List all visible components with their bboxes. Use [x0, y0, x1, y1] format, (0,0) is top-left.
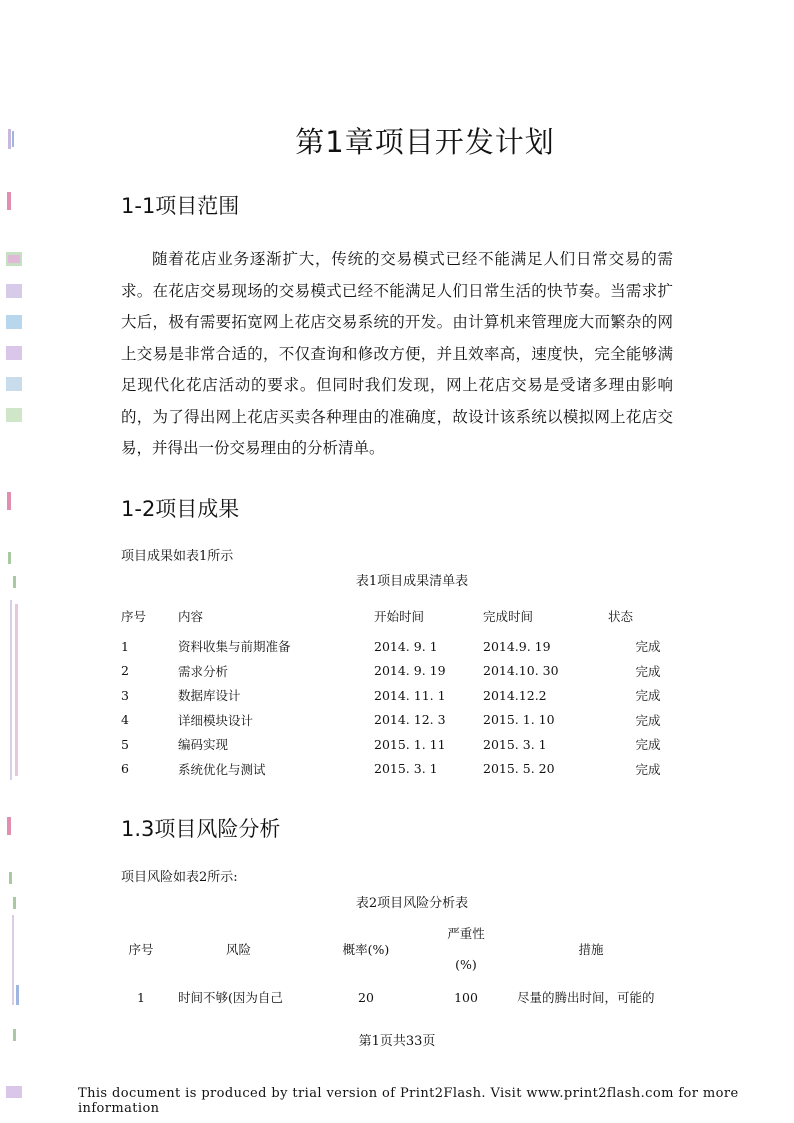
cell: 100 — [454, 989, 478, 1005]
margin-mark — [4, 868, 18, 892]
cell: 6 — [121, 761, 129, 777]
table-row — [116, 708, 688, 733]
cell: 2015. 1. 10 — [483, 712, 555, 728]
table-row — [116, 757, 688, 782]
cell: 2014.9. 19 — [483, 638, 551, 654]
header-cell — [421, 918, 511, 980]
margin-mark — [4, 344, 18, 368]
risk-table — [116, 918, 671, 1014]
cell: 需求分析 — [178, 663, 229, 679]
header-cell: 完成时间 — [483, 609, 534, 624]
table-row — [116, 659, 688, 684]
header-cell: 序号 — [128, 942, 154, 957]
margin-mark — [4, 915, 18, 1010]
cell: 系统优化与测试 — [178, 761, 266, 777]
margin-mark — [4, 815, 18, 839]
cell: 2015. 1. 11 — [374, 736, 446, 752]
table1-intro: 项目成果如表1所示 — [121, 549, 234, 564]
cell: 2 — [121, 663, 129, 679]
section-title-scope: 1-1项目范围 — [121, 194, 240, 218]
cell: 完成 — [635, 688, 661, 704]
cell: 1 — [137, 989, 145, 1005]
margin-mark — [4, 572, 18, 596]
severity-line1: 严重性 — [447, 926, 485, 941]
table-row — [116, 683, 688, 708]
header-cell: 序号 — [121, 609, 147, 624]
paragraph-text: 随着花店业务逐渐扩大，传统的交易模式已经不能满足人们日常交易的需求。在花店交易现场的交易模式已经不能满足人们日常生活的快节奏。当需求扩大后，极有需要拓宽网上花店交易系统的开发。由计算机来管理庞大而繁杂的网上交易是非常合适的，不仅查询和修改方便，并且效率高，速度快，完全能够满足现代化花店活动的要求。但同时我们发现，网上花店交易是受诸多理由影响的，为了得出网上花店买卖各种理由的准确度，故设计该系统以模拟网上花店交易，并得出一份交易理由的分析清单。 — [121, 250, 673, 457]
header-cell: 措施 — [578, 942, 604, 957]
header-cell: 内容 — [178, 609, 204, 624]
header-cell: 风险 — [225, 942, 251, 957]
margin-mark — [4, 548, 18, 572]
margin-mark — [4, 190, 18, 214]
cell: 数据库设计 — [178, 688, 241, 704]
header-cell: 开始时间 — [374, 609, 425, 624]
cell: 完成 — [635, 663, 661, 679]
margin-mark — [4, 1082, 18, 1106]
margin-mark — [4, 490, 18, 514]
cell: 完成 — [635, 712, 661, 728]
cell: 2014. 9. 19 — [374, 663, 446, 679]
table2-caption: 表2项目风险分析表 — [355, 896, 469, 911]
margin-mark — [4, 600, 18, 780]
cell: 2015. 3. 1 — [374, 761, 438, 777]
results-table — [116, 598, 688, 781]
cell: 详细模块设计 — [178, 712, 254, 728]
cell: 1 — [121, 638, 129, 654]
scope-paragraph — [121, 244, 673, 465]
margin-mark — [4, 313, 18, 337]
cell: 2014. 12. 3 — [374, 712, 446, 728]
margin-mark — [4, 375, 18, 399]
section-title-risk: 1.3项目风险分析 — [121, 817, 281, 841]
cell: 5 — [121, 736, 129, 752]
margin-mark — [4, 406, 18, 430]
cell: 编码实现 — [178, 737, 229, 753]
header-cell: 概率(%) — [342, 942, 390, 957]
table-row — [116, 634, 688, 659]
cell: 完成 — [635, 639, 661, 655]
cell: 20 — [358, 989, 374, 1005]
cell: 尽量的腾出时间，可能的 — [517, 990, 655, 1005]
table-row — [116, 980, 671, 1014]
cell: 3 — [121, 687, 129, 703]
table-header-row — [116, 598, 688, 634]
cell: 资料收集与前期准备 — [178, 639, 291, 655]
margin-mark — [4, 250, 18, 274]
cell: 2014. 9. 1 — [374, 638, 438, 654]
chapter-title: 第1章项目开发计划 — [295, 125, 555, 159]
severity-line2: (%) — [455, 957, 477, 972]
table-row — [116, 732, 688, 757]
margin-mark — [4, 282, 18, 306]
section-title-results: 1-2项目成果 — [121, 497, 240, 521]
cell: 时间不够(因为自己 — [178, 990, 283, 1005]
cell: 2014.12.2 — [483, 687, 547, 703]
header-cell: 状态 — [608, 609, 634, 624]
cell: 2014.10. 30 — [483, 663, 559, 679]
cell: 2015. 3. 1 — [483, 736, 547, 752]
cell: 完成 — [635, 737, 661, 753]
margin-mark — [4, 893, 18, 917]
cell: 4 — [121, 712, 129, 728]
page-footer: 第1页共33页 — [358, 1034, 436, 1049]
cell: 2015. 5. 20 — [483, 761, 555, 777]
trial-notice: This document is produced by trial version of Print2Flash. Visit www.print2flash.com for more information — [78, 1086, 739, 1116]
table1-caption: 表1项目成果清单表 — [355, 574, 469, 589]
cell: 完成 — [635, 761, 661, 777]
cell: 2014. 11. 1 — [374, 687, 446, 703]
table2-intro: 项目风险如表2所示: — [121, 870, 238, 885]
table-header-row — [116, 918, 671, 980]
